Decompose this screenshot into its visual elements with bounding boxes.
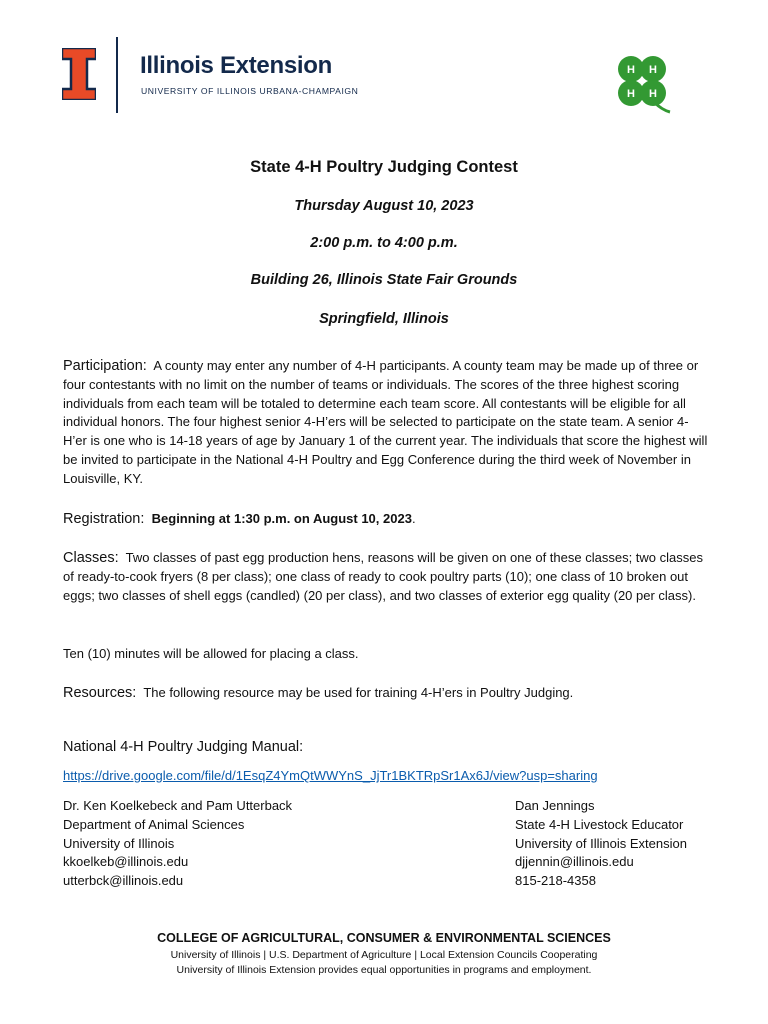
- registration-section: [63, 510, 711, 529]
- contact-left-org: University of Illinois: [63, 835, 175, 851]
- contact-left-email-2[interactable]: utterbck@illinois.edu: [63, 873, 184, 889]
- event-date: Thursday August 10, 2023: [294, 198, 474, 214]
- contact-left-dept: Department of Animal Sciences: [63, 816, 245, 832]
- brand-subtitle: UNIVERSITY OF ILLINOIS URBANA-CHAMPAIGN: [141, 86, 359, 96]
- svg-text:H: H: [649, 88, 657, 100]
- footer-college: COLLEGE OF AGRICULTURAL, CONSUMER & ENVIRONMENTAL SCIENCES: [157, 931, 611, 945]
- contact-right-phone: 815-218-4358: [515, 873, 596, 889]
- svg-text:H: H: [627, 88, 635, 100]
- contact-right: [515, 797, 687, 891]
- illinois-block-i-logo: [62, 48, 96, 100]
- contact-right-name: Dan Jennings: [515, 798, 595, 813]
- classes-label: Classes:: [63, 550, 119, 566]
- event-location: Building 26, Illinois State Fair Grounds: [250, 272, 518, 288]
- contact-left-email-1[interactable]: kkoelkeb@illinois.edu: [63, 854, 189, 870]
- event-city: Springfield, Illinois: [319, 311, 449, 327]
- 4h-clover-icon: [610, 50, 674, 114]
- svg-text:H: H: [649, 64, 657, 76]
- contact-right-email[interactable]: djjennin@illinois.edu: [515, 854, 634, 870]
- contact-left: [63, 797, 292, 891]
- contact-right-org: University of Illinois Extension: [515, 835, 687, 851]
- classes-section: [63, 549, 711, 605]
- footer-equal-opportunity: University of Illinois Extension provides equal opportunities in programs and employment.: [176, 964, 592, 976]
- resources-section: [63, 684, 711, 703]
- event-time: 2:00 p.m. to 4:00 p.m.: [310, 235, 458, 251]
- participation-text: A county may enter any number of 4-H participants. A county team may be made up of three or four contestants with no limit on the number of teams or individuals. The scores of the three highest scoring individuals from each team will be totaled to determine each team score. All contestants will be eligible for all individual honors. The four highest senior 4-H’ers will be selected to participate on the state team. A senior 4-H’er is one who is 14-18 years of age by January 1 of the current year. The individuals that score the highest will be invited to participate in the National 4-H Poultry and Egg Conference during the third week of November in Louisville, KY.: [63, 358, 708, 486]
- resources-label: Resources:: [63, 685, 137, 701]
- time-note: Ten (10) minutes will be allowed for placing a class.: [63, 646, 359, 661]
- svg-text:H: H: [627, 64, 635, 76]
- contact-left-names: Dr. Ken Koelkebeck and Pam Utterback: [63, 798, 293, 813]
- contact-right-title: State 4-H Livestock Educator: [515, 816, 684, 832]
- brand-name: Illinois Extension: [140, 52, 332, 79]
- registration-text: Beginning at 1:30 p.m. on August 10, 2023: [151, 511, 412, 526]
- participation-label: Participation:: [63, 358, 147, 374]
- manual-link[interactable]: https://drive.google.com/file/d/1EsqZ4YmQtWWYnS_JjTr1BKTRpSr1Ax6J/view?usp=sharing: [63, 768, 598, 783]
- event-title: State 4-H Poultry Judging Contest: [250, 158, 518, 176]
- resources-text: The following resource may be used for training 4-H’ers in Poultry Judging.: [143, 685, 574, 700]
- classes-text: Two classes of past egg production hens, reasons will be given on one of these classes; two classes of ready-to-cook fryers (8 per class); one class of ready to cook poultry parts (10); one class of 10 broken out eggs; two classes of shell eggs (candled) (20 per class), and two classes of exterior egg quality (20 per class).: [63, 550, 703, 603]
- registration-label: Registration:: [63, 511, 145, 527]
- participation-section: [63, 357, 711, 489]
- manual-title: National 4-H Poultry Judging Manual:: [63, 739, 304, 755]
- footer-cooperating: University of Illinois | U.S. Department of Agriculture | Local Extension Councils Cooperating: [170, 949, 598, 961]
- header-divider: [116, 37, 118, 113]
- registration-period: .: [411, 511, 416, 526]
